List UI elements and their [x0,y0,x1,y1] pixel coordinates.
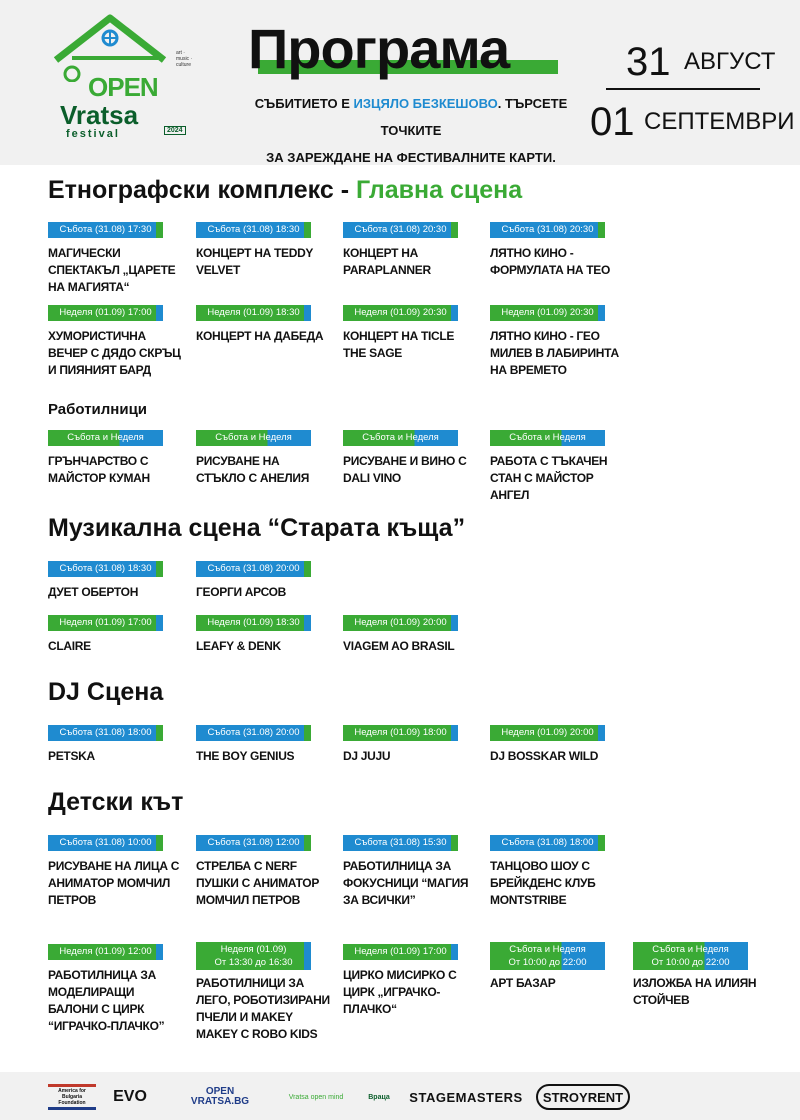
event-card [490,222,625,279]
event-badge: Събота (31.08) 20:30 [490,222,605,238]
event-badge: Неделя (01.09) 20:00 [343,615,458,631]
event-card [196,725,331,765]
event-card [48,305,183,379]
event-badge: Събота и Неделя [48,430,163,446]
note-highlight: ИЗЦЯЛО БЕЗКЕШОВО [353,96,498,111]
section-dj-stage: DJ Сцена [48,678,164,706]
section-main-stage [48,176,522,205]
event-badge: Събота (31.08) 20:30 [343,222,458,238]
logo-open-text: OPEN [88,72,158,102]
event-title: РАБОТИЛНИЦИ ЗА ЛЕГО, РОБОТИЗИРАНИ ПЧЕЛИ И MAKEY MAKEY С ROBO KIDS [196,976,330,1041]
event-badge: Събота (31.08) 18:00 [490,835,605,851]
event-card [48,835,183,909]
event-badge: Събота (31.08) 20:00 [196,561,311,577]
event-badge: Събота (31.08) 10:00 [48,835,163,851]
event-badge-line2: От 10:00 до 22:00 [508,957,587,968]
event-title: ТАНЦОВО ШОУ С БРЕЙКДЕНС КЛУБ MONTSTRIBE [490,859,596,907]
event-card [343,944,478,1018]
event-badge-line2: От 10:00 до 22:00 [651,957,730,968]
date-divider [606,88,760,90]
event-card [196,835,331,909]
event-title: PETSKA [48,749,95,763]
event-card [343,222,478,279]
workshop-card [48,430,183,487]
event-card [196,942,331,1043]
event-card [196,561,331,601]
section-workshops: Работилници [48,401,148,418]
event-title: КОНЦЕРТ НА TICLE THE SAGE [343,329,455,360]
sponsor-logo-vratsa-open-mind: Vratsa open mind [288,1093,344,1101]
event-card [48,222,183,296]
workshop-card [196,430,331,487]
event-badge: Събота (31.08) 18:00 [48,725,163,741]
event-title: CLAIRE [48,639,91,653]
event-card [343,835,478,909]
section-main-stage-name: Главна сцена [355,176,523,204]
event-badge: Неделя (01.09) 17:00 [48,615,163,631]
event-badge: Събота (31.08) 20:00 [196,725,311,741]
logo-vratsa-text: Vratsa [60,100,139,130]
event-title: ХУМОРИСТИЧНА ВЕЧЕР С ДЯДО СКРЪЦ И ПИЯНИЯТ БАРД [48,329,181,377]
event-badge: Неделя (01.09) 18:30 [196,615,311,631]
date-2-day: 01 [590,100,635,144]
note-text-line2: ЗА ЗАРЕЖДАНЕ НА ФЕСТИВАЛНИТЕ КАРТИ. [266,150,556,165]
event-card [490,835,625,909]
event-title: ЦИРКО МИСИРКО С ЦИРК „ИГРАЧКО-ПЛАЧКО“ [343,968,457,1016]
event-title: ЛЯТНО КИНО - ФОРМУЛАТА НА ТЕО [490,246,611,277]
note-text-a: СЪБИТИЕТО Е [254,96,354,111]
sponsor-logo-abf: America for Bulgaria Foundation [48,1084,96,1110]
event-badge: Неделя (01.09) 17:00 [48,305,163,321]
event-card [48,944,183,1035]
event-card [490,305,625,379]
sponsor-logo-open-vratsa: OPEN VRATSA.BG [190,1086,250,1107]
event-badge-line1: Неделя (01.09) [220,944,287,955]
event-title: МАГИЧЕСКИ СПЕКТАКЪЛ „ЦАРЕТЕ НА МАГИЯТА“ [48,246,176,294]
section-music-stage: Музикална сцена “Старата къща” [48,514,466,542]
event-card [633,942,758,1009]
event-badge-line1: Събота и Неделя [652,944,729,955]
event-card [196,305,331,345]
event-title: ЛЯТНО КИНО - ГЕО МИЛЕВ В ЛАБИРИНТА НА ВРЕМЕТО [490,329,619,377]
event-badge: Събота и Неделя [196,430,311,446]
event-card [490,725,625,765]
cashless-note [246,90,576,171]
event-badge-line2: От 13:30 до 16:30 [214,957,293,968]
event-card [48,561,183,601]
date-2-month: СЕПТЕМВРИ [644,108,795,135]
event-badge: Неделя (01.09) 20:00 [490,725,605,741]
event-card [48,725,183,765]
event-badge: Неделя (01.09) 18:00 [343,725,458,741]
event-card [196,222,331,279]
sponsor-logo-vratsa-crest: Враца [368,1093,390,1101]
event-badge-line1: Събота и Неделя [509,944,586,955]
event-title: АРТ БАЗАР [490,976,556,990]
event-badge: Събота (31.08) 18:30 [196,222,311,238]
event-badge: Неделя (01.09) 20:30 [343,305,458,321]
section-main-stage-venue: Етнографски комплекс - [48,176,356,204]
event-title: РАБОТА С ТЪКАЧЕН СТАН С МАЙСТОР АНГЕЛ [490,454,608,502]
logo-year: 2024 [164,126,186,135]
event-badge: Събота (31.08) 15:30 [343,835,458,851]
event-title: КОНЦЕРТ НА ДАБЕДА [196,329,324,343]
event-card [48,615,183,655]
note-text-c: . ТЪРСЕТЕ ТОЧКИТЕ [380,96,568,138]
event-card [343,725,478,765]
event-card [196,615,331,655]
event-title: DJ BOSSKAR WILD [490,749,599,763]
page-title: Програма [248,17,510,80]
event-badge [196,942,311,970]
sponsor-logo-stroyrent: STROYRENT [536,1084,630,1110]
event-badge [633,942,748,970]
workshop-card [490,430,625,504]
event-title: ГРЪНЧАРСТВО С МАЙСТОР КУМАН [48,454,150,485]
event-title: LEAFY & DENK [196,639,281,653]
event-badge: Неделя (01.09) 12:00 [48,944,163,960]
date-1-day: 31 [626,40,671,84]
date-1-month: АВГУСТ [684,48,776,75]
event-title: ИЗЛОЖБА НА ИЛИЯН СТОЙЧЕВ [633,976,757,1007]
event-title: THE BOY GENIUS [196,749,295,763]
event-badge: Неделя (01.09) 17:00 [343,944,458,960]
event-badge: Неделя (01.09) 18:30 [196,305,311,321]
sponsor-logo-evo: EVO [113,1088,147,1105]
event-badge: Събота и Неделя [343,430,458,446]
event-badge: Неделя (01.09) 20:30 [490,305,605,321]
logo-tagline: art · music · culture [176,50,193,68]
event-title: VIAGEM AO BRASIL [343,639,455,653]
event-title: РИСУВАНЕ НА СТЪКЛО С АНЕЛИЯ [196,454,310,485]
event-card [343,615,478,655]
sponsor-logo-stagemasters: STAGEMASTERS [409,1089,523,1105]
workshop-card [343,430,478,487]
event-title: КОНЦЕРТ НА PARAPLANNER [343,246,431,277]
event-title: РАБОТИЛНИЦА ЗА ФОКУСНИЦИ “МАГИЯ ЗА ВСИЧКИ” [343,859,469,907]
event-title: ГЕОРГИ АРСОВ [196,585,287,599]
event-title: РИСУВАНЕ И ВИНО С DALI VINO [343,454,467,485]
event-title: РИСУВАНЕ НА ЛИЦА С АНИМАТОР МОМЧИЛ ПЕТРОВ [48,859,180,907]
logo-festival-text: festival [66,128,120,140]
event-badge: Събота (31.08) 17:30 [48,222,163,238]
event-title: СТРЕЛБА С NERF ПУШКИ С АНИМАТОР МОМЧИЛ ПЕТРОВ [196,859,320,907]
event-title: РАБОТИЛНИЦА ЗА МОДЕЛИРАЩИ БАЛОНИ С ЦИРК “ИГРАЧКО-ПЛАЧКО” [48,968,165,1033]
event-badge: Събота (31.08) 12:00 [196,835,311,851]
event-card [490,942,625,992]
event-badge: Събота и Неделя [490,430,605,446]
section-kids: Детски кът [48,788,184,816]
festival-logo [48,12,198,140]
event-badge: Събота (31.08) 18:30 [48,561,163,577]
event-badge [490,942,605,970]
event-title: DJ JUJU [343,749,391,763]
event-title: ДУЕТ ОБЕРТОН [48,585,139,599]
event-card [343,305,478,362]
event-title: КОНЦЕРТ НА TEDDY VELVET [196,246,313,277]
